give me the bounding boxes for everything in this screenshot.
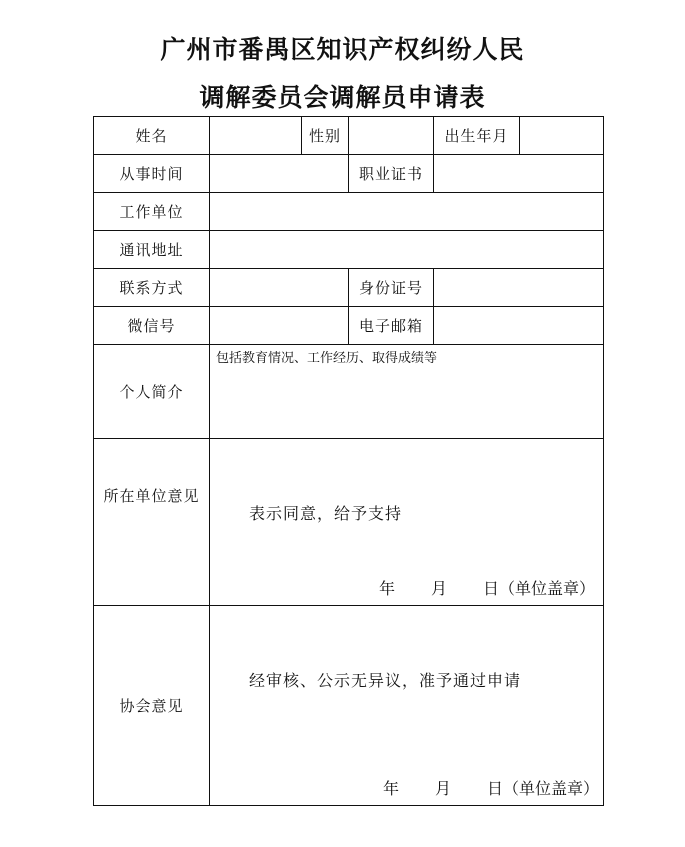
seal-note: （单位盖章） [499, 579, 596, 598]
label-association-opinion: 协会意见 [119, 697, 184, 715]
seal-note: （单位盖章） [503, 779, 600, 798]
contact-input[interactable] [210, 269, 348, 306]
gender-input[interactable] [349, 117, 433, 154]
certificate-input[interactable] [434, 155, 603, 192]
label-email: 电子邮箱 [358, 317, 423, 335]
date-year: 年 [379, 579, 396, 598]
label-name: 姓名 [135, 127, 168, 145]
date-month: 月 [431, 579, 448, 598]
unit-opinion-date [379, 576, 595, 599]
work-time-input[interactable] [210, 155, 348, 192]
association-opinion-date [383, 776, 599, 799]
label-id-number: 身份证号 [358, 279, 423, 297]
address-input[interactable] [210, 231, 603, 268]
date-month: 月 [435, 779, 452, 798]
association-opinion-text: 经审核、公示无异议，准予通过申请 [249, 671, 522, 690]
label-wechat: 微信号 [127, 317, 176, 335]
employer-input[interactable] [210, 193, 603, 230]
label-birth: 出生年月 [444, 127, 509, 145]
profile-hint: 包括教育情况、工作经历、取得成绩等 [216, 351, 438, 366]
label-address: 通讯地址 [119, 241, 184, 259]
date-year: 年 [383, 779, 400, 798]
email-input[interactable] [434, 307, 603, 344]
label-profile: 个人简介 [119, 383, 184, 401]
date-day: 日 [487, 779, 504, 798]
form-title-line1: 广州市番禺区知识产权纠纷人民 [160, 35, 525, 64]
name-input[interactable] [210, 117, 301, 154]
label-employer: 工作单位 [119, 203, 184, 221]
label-work-time: 从事时间 [119, 165, 184, 183]
form-title-line2: 调解委员会调解员申请表 [199, 83, 486, 112]
id-number-input[interactable] [434, 269, 603, 306]
birth-input[interactable] [520, 117, 603, 154]
label-unit-opinion: 所在单位意见 [103, 486, 200, 505]
date-day: 日 [483, 579, 500, 598]
label-contact: 联系方式 [119, 279, 184, 297]
label-gender: 性别 [308, 127, 341, 145]
label-certificate: 职业证书 [358, 165, 423, 183]
unit-opinion-text: 表示同意，给予支持 [249, 504, 403, 523]
wechat-input[interactable] [210, 307, 348, 344]
